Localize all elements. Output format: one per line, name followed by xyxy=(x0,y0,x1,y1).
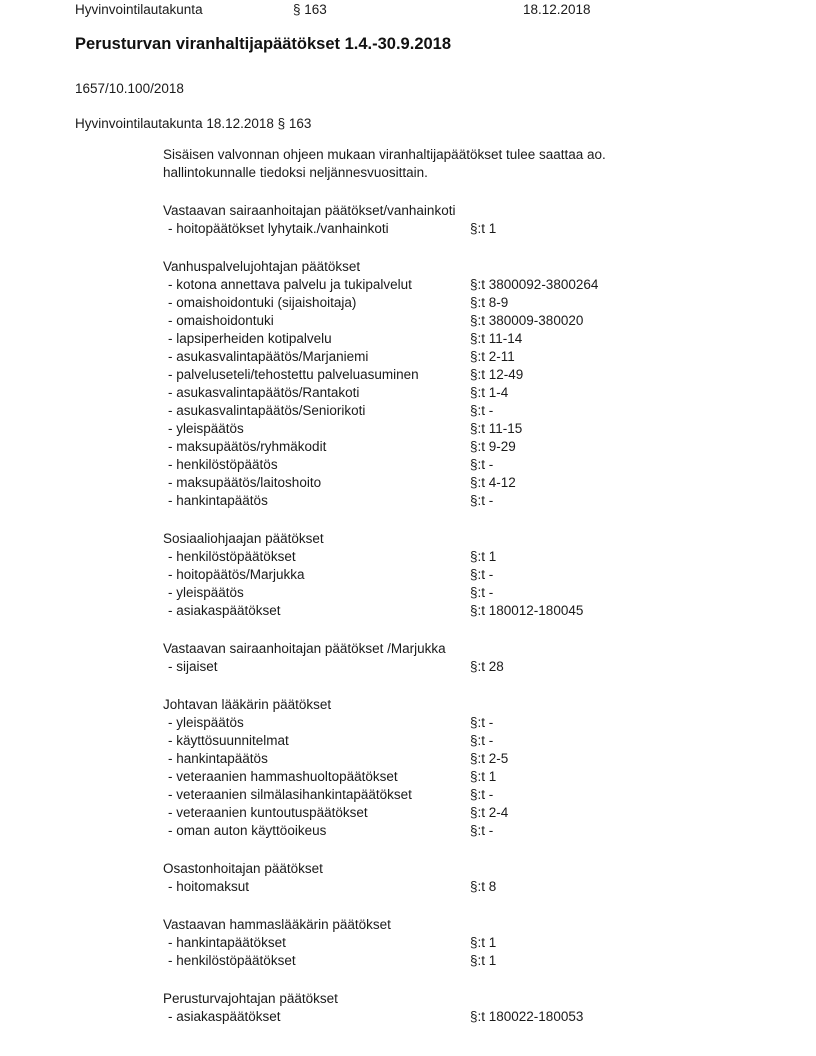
decision-row xyxy=(163,220,783,238)
decision-row xyxy=(163,294,783,312)
subheading: Hyvinvointilautakunta 18.12.2018 § 163 xyxy=(75,116,312,131)
decision-row xyxy=(163,548,783,566)
decision-paragraph-range: §:t 180012-180045 xyxy=(470,603,584,618)
decision-row xyxy=(163,384,783,402)
decision-label: - yleispäätös xyxy=(168,715,244,730)
decision-section xyxy=(163,202,783,238)
decision-row xyxy=(163,402,783,420)
decision-label: - lapsiperheiden kotipalvelu xyxy=(168,331,332,346)
decision-row xyxy=(163,312,783,330)
decision-section xyxy=(163,640,783,676)
decision-paragraph-range: §:t 1 xyxy=(470,549,497,564)
decision-row xyxy=(163,602,783,620)
decision-paragraph-range: §:t 1 xyxy=(470,769,497,784)
decision-paragraph-range: §:t 9-29 xyxy=(470,439,516,454)
decision-label: - veteraanien hammashuoltopäätökset xyxy=(168,769,398,784)
decision-label: - henkilöstöpäätökset xyxy=(168,549,296,564)
section-heading: Sosiaaliohjaajan päätökset xyxy=(163,531,324,546)
decision-label: - asiakaspäätökset xyxy=(168,603,281,618)
decision-paragraph-range: §:t - xyxy=(470,715,494,730)
decision-paragraph-range: §:t - xyxy=(470,403,494,418)
decision-paragraph-range: §:t 4-12 xyxy=(470,475,516,490)
decision-label: - yleispäätös xyxy=(168,585,244,600)
decision-row xyxy=(163,750,783,768)
page-title: Perusturvan viranhaltijapäätökset 1.4.-30.9.2018 xyxy=(75,35,452,53)
decision-paragraph-range: §:t 28 xyxy=(470,659,504,674)
decision-row xyxy=(163,732,783,750)
decision-row xyxy=(163,878,783,896)
decision-section xyxy=(163,990,783,1026)
intro-line: Sisäisen valvonnan ohjeen mukaan viranhaltijapäätökset tulee saattaa ao. xyxy=(163,147,606,162)
decision-row xyxy=(163,658,783,676)
decision-label: - hoitomaksut xyxy=(168,879,250,894)
document-body xyxy=(163,146,783,1026)
decision-label: - veteraanien silmälasihankintapäätökset xyxy=(168,787,412,802)
decision-label: - asukasvalintapäätös/Seniorikoti xyxy=(168,403,366,418)
decision-label: - yleispäätös xyxy=(168,421,244,436)
decision-section xyxy=(163,258,783,510)
decision-section xyxy=(163,696,783,840)
decision-label: - hankintapäätös xyxy=(168,493,268,508)
decision-paragraph-range: §:t 2-4 xyxy=(470,805,509,820)
decision-label: - asiakaspäätökset xyxy=(168,1009,281,1024)
decision-row xyxy=(163,330,783,348)
decision-label: - palveluseteli/tehostettu palveluasuminen xyxy=(168,367,419,382)
decision-label: - sijaiset xyxy=(168,659,218,674)
decision-paragraph-range: §:t - xyxy=(470,733,494,748)
decision-row xyxy=(163,276,783,294)
decision-label: - hankintapäätökset xyxy=(168,935,286,950)
decision-row xyxy=(163,348,783,366)
decision-row xyxy=(163,492,783,510)
decision-paragraph-range: §:t - xyxy=(470,787,494,802)
decision-label: - omaishoidontuki (sijaishoitaja) xyxy=(168,295,357,310)
decision-row xyxy=(163,584,783,602)
decision-label: - asukasvalintapäätös/Rantakoti xyxy=(168,385,360,400)
document-header xyxy=(0,2,816,20)
decision-paragraph-range: §:t 8-9 xyxy=(470,295,509,310)
decision-row xyxy=(163,934,783,952)
decision-paragraph-range: §:t 8 xyxy=(470,879,497,894)
section-heading: Vanhuspalvelujohtajan päätökset xyxy=(163,259,361,274)
decision-row xyxy=(163,714,783,732)
decision-paragraph-range: §:t - xyxy=(470,823,494,838)
decision-label: - käyttösuunnitelmat xyxy=(168,733,289,748)
section-heading: Vastaavan sairaanhoitajan päätökset /Marjukka xyxy=(163,641,446,656)
decision-row xyxy=(163,366,783,384)
decision-row xyxy=(163,1008,783,1026)
decision-label: - omaishoidontuki xyxy=(168,313,274,328)
decision-row xyxy=(163,566,783,584)
decision-paragraph-range: §:t 2-11 xyxy=(470,349,515,364)
decision-section xyxy=(163,860,783,896)
decision-label: - henkilöstöpäätös xyxy=(168,457,278,472)
decision-paragraph-range: §:t 3800092-3800264 xyxy=(470,277,599,292)
decision-row xyxy=(163,786,783,804)
decision-paragraph-range: §:t 11-15 xyxy=(470,421,523,436)
decision-label: - hoitopäätökset lyhytaik./vanhainkoti xyxy=(168,221,389,236)
decision-section xyxy=(163,916,783,970)
decision-label: - kotona annettava palvelu ja tukipalvelut xyxy=(168,277,412,292)
decision-label: - oman auton käyttöoikeus xyxy=(168,823,327,838)
decision-section xyxy=(163,530,783,620)
decision-paragraph-range: §:t - xyxy=(470,567,494,582)
decision-paragraph-range: §:t 1 xyxy=(470,953,497,968)
decision-label: - hankintapäätös xyxy=(168,751,268,766)
intro-line: hallintokunnalle tiedoksi neljännesvuosittain. xyxy=(163,165,428,180)
decision-label: - hoitopäätös/Marjukka xyxy=(168,567,305,582)
committee-name: Hyvinvointilautakunta xyxy=(75,2,203,17)
section-heading: Osastonhoitajan päätökset xyxy=(163,861,323,876)
section-heading: Johtavan lääkärin päätökset xyxy=(163,697,332,712)
decision-row xyxy=(163,822,783,840)
decision-sections xyxy=(163,202,783,1026)
decision-row xyxy=(163,456,783,474)
decision-paragraph-range: §:t 1 xyxy=(470,221,497,236)
decision-paragraph-range: §:t - xyxy=(470,585,494,600)
decision-paragraph-range: §:t 380009-380020 xyxy=(470,313,584,328)
section-heading: Vastaavan sairaanhoitajan päätökset/vanhainkoti xyxy=(163,203,456,218)
intro-paragraph xyxy=(163,146,783,182)
decision-row xyxy=(163,952,783,970)
decision-paragraph-range: §:t 12-49 xyxy=(470,367,524,382)
decision-row xyxy=(163,804,783,822)
decision-label: - maksupäätös/ryhmäkodit xyxy=(168,439,327,454)
decision-label: - maksupäätös/laitoshoito xyxy=(168,475,322,490)
decision-row xyxy=(163,474,783,492)
decision-row xyxy=(163,768,783,786)
meeting-date: 18.12.2018 xyxy=(523,2,591,17)
decision-paragraph-range: §:t 180022-180053 xyxy=(470,1009,584,1024)
section-heading: Perusturvajohtajan päätökset xyxy=(163,991,338,1006)
decision-paragraph-range: §:t - xyxy=(470,457,494,472)
decision-paragraph-range: §:t - xyxy=(470,493,494,508)
decision-paragraph-range: §:t 1 xyxy=(470,935,497,950)
section-heading: Vastaavan hammaslääkärin päätökset xyxy=(163,917,391,932)
decision-paragraph-range: §:t 2-5 xyxy=(470,751,509,766)
decision-paragraph-range: §:t 11-14 xyxy=(470,331,523,346)
case-number: 1657/10.100/2018 xyxy=(75,81,184,96)
decision-label: - veteraanien kuntoutuspäätökset xyxy=(168,805,368,820)
section-number: § 163 xyxy=(293,2,327,17)
decision-row xyxy=(163,420,783,438)
decision-label: - asukasvalintapäätös/Marjaniemi xyxy=(168,349,369,364)
decision-row xyxy=(163,438,783,456)
decision-paragraph-range: §:t 1-4 xyxy=(470,385,509,400)
decision-label: - henkilöstöpäätökset xyxy=(168,953,296,968)
